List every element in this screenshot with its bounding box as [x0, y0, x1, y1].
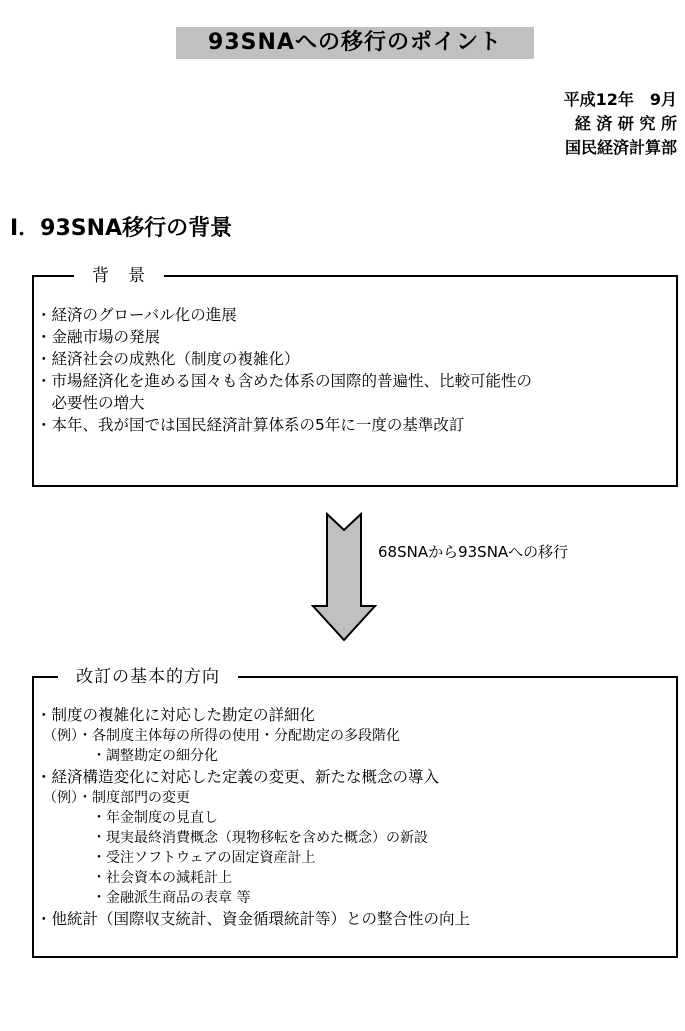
list-item: ・社会資本の減耗計上 — [36, 870, 232, 886]
list-item: （例）・各制度主体毎の所得の使用・分配勘定の多段階化 — [36, 728, 400, 744]
page-title: 93SNAへの移行のポイント — [176, 27, 534, 59]
list-item: ・年金制度の見直し — [36, 810, 218, 826]
list-item: ・経済のグローバル化の進展 — [36, 306, 237, 324]
section-heading: Ⅰ．93SNA移行の背景 — [10, 216, 233, 241]
department-name: 国民経済計算部 — [564, 138, 677, 157]
list-item: ・制度の複雑化に対応した勘定の詳細化 — [36, 706, 316, 724]
list-item: 必要性の増大 — [36, 394, 145, 412]
list-item: ・金融市場の発展 — [36, 328, 161, 346]
date-text: 平成12年 9月 — [563, 90, 677, 109]
background-box — [32, 266, 678, 487]
arrow-label: 68SNAから93SNAへの移行 — [378, 543, 569, 561]
background-list — [36, 304, 532, 436]
background-box-label: 背 景 — [74, 264, 164, 288]
list-item: ・市場経済化を進める国々も含めた体系の国際的普遍性、比較可能性の — [36, 372, 533, 390]
list-item: ・受注ソフトウェアの固定資産計上 — [36, 850, 316, 866]
direction-box — [32, 667, 678, 958]
list-item: ・他統計（国際収支統計、資金循環統計等）との整合性の向上 — [36, 910, 471, 928]
direction-box-label: 改訂の基本的方向 — [58, 665, 238, 689]
document-meta — [564, 88, 677, 160]
list-item: ・経済構造変化に対応した定義の変更、新たな概念の導入 — [36, 768, 440, 786]
direction-list — [36, 704, 470, 930]
list-item: ・調整勘定の細分化 — [36, 748, 218, 764]
list-item: ・金融派生商品の表章 等 — [36, 890, 251, 906]
down-arrow-icon — [310, 512, 378, 644]
list-item: ・現実最終消費概念（現物移転を含めた概念）の新設 — [36, 830, 428, 846]
organization-name: 経 済 研 究 所 — [574, 114, 677, 133]
list-item: （例）・制度部門の変更 — [36, 790, 190, 806]
list-item: ・経済社会の成熟化（制度の複雑化） — [36, 350, 300, 368]
list-item: ・本年、我が国では国民経済計算体系の5年に一度の基準改訂 — [36, 416, 465, 434]
